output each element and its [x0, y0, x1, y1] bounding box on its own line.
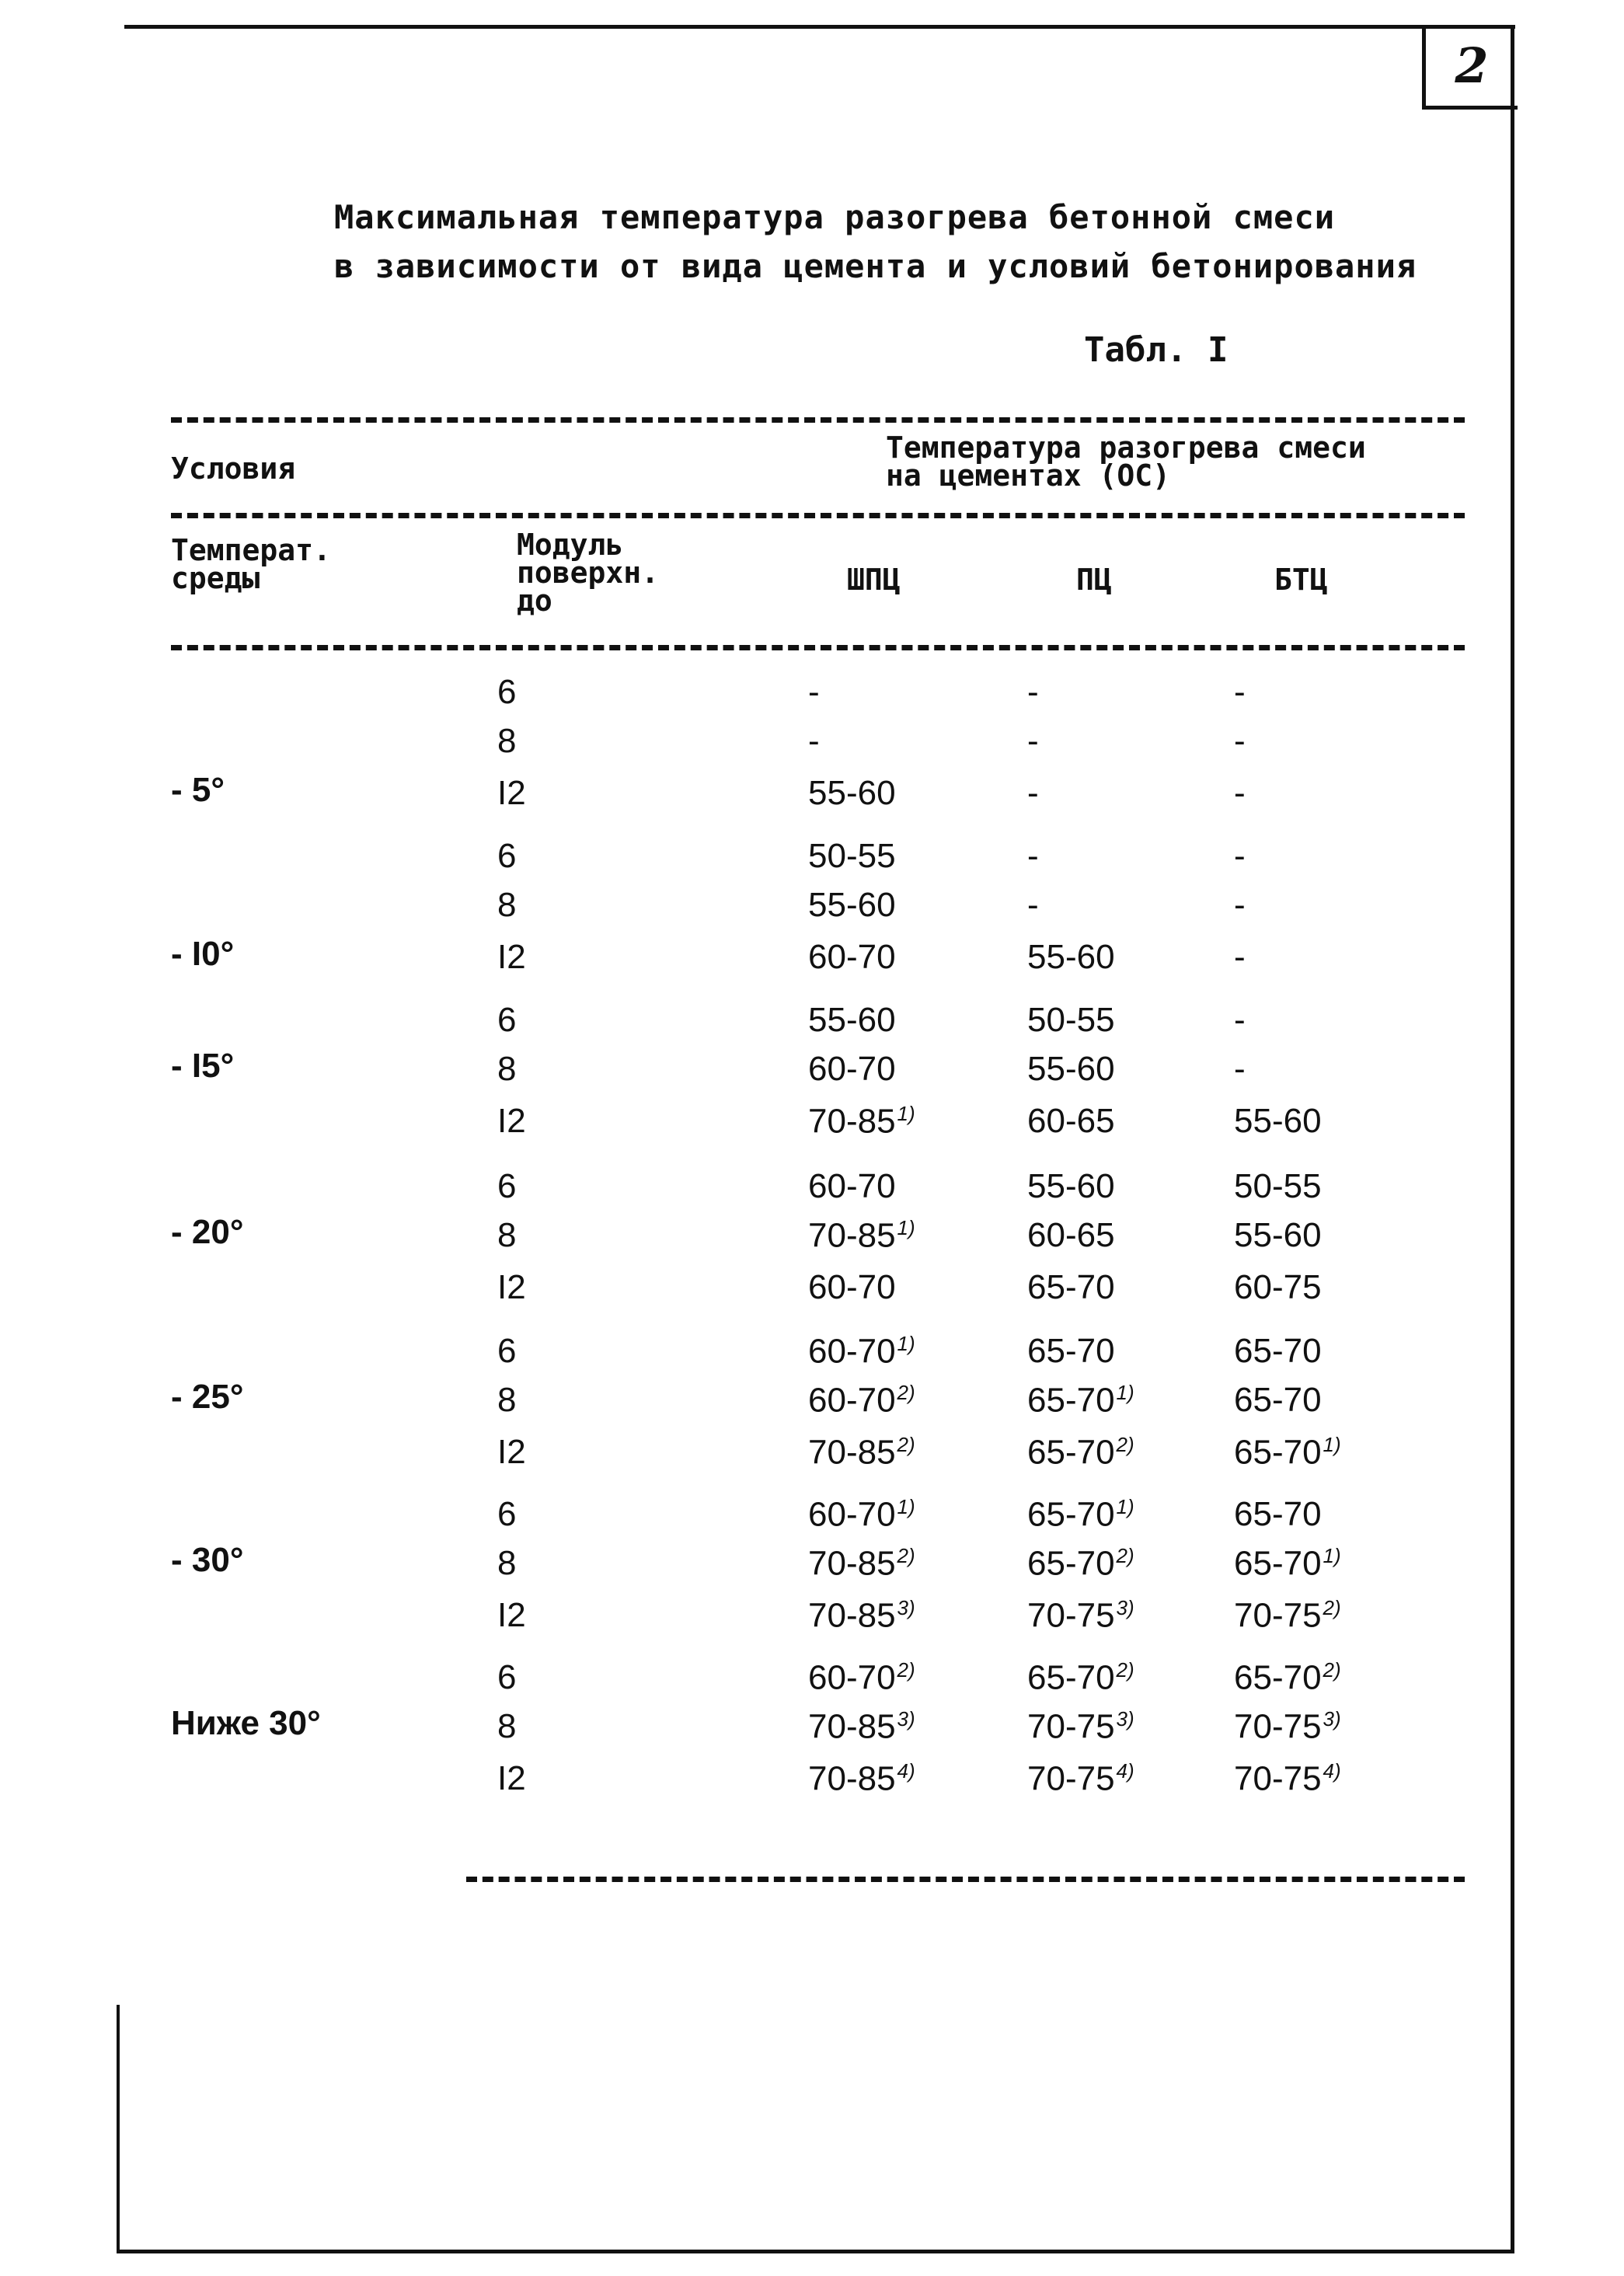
- temp-cell-btc: [1234, 1381, 1322, 1420]
- temp-value: -: [1234, 938, 1246, 976]
- temp-value: 60-70: [808, 1268, 896, 1306]
- temp-cell-btc: [1234, 774, 1246, 813]
- temp-cell-btc: [1234, 1759, 1341, 1799]
- footnote-marker: 2): [1116, 1433, 1134, 1456]
- header-env-temp-line-2: среды: [171, 561, 260, 595]
- temp-cell-pc: [1027, 673, 1039, 712]
- temp-cell-pc: [1027, 1495, 1134, 1535]
- temp-cell-pc: [1027, 1433, 1134, 1473]
- temp-value: 50-55: [808, 837, 896, 875]
- modulus-cell: 8: [497, 1216, 517, 1254]
- header-bottom-rule: [171, 645, 1465, 650]
- temp-cell-shpc: [808, 774, 896, 813]
- temp-value: -: [1234, 886, 1246, 924]
- temp-value: -: [1027, 886, 1039, 924]
- temp-value: -: [1027, 673, 1039, 711]
- footnote-marker: 1): [897, 1102, 915, 1125]
- temp-value: 55-60: [1027, 1050, 1115, 1088]
- modulus-cell: 6: [497, 1658, 517, 1696]
- temp-cell-btc: [1234, 1001, 1246, 1040]
- temp-value: 70-75: [1027, 1596, 1115, 1635]
- temp-cell-btc: [1234, 1658, 1341, 1698]
- temp-value: 65-70: [1234, 1381, 1322, 1419]
- footnote-marker: 1): [1323, 1544, 1341, 1567]
- temp-cell-shpc: [808, 1167, 896, 1206]
- temp-cell-btc: [1234, 1707, 1341, 1747]
- temp-cell-btc: [1234, 837, 1246, 876]
- temp-cell-shpc: [808, 886, 896, 925]
- temp-value: -: [1027, 837, 1039, 875]
- frame-bottom-line: [117, 2250, 1514, 2253]
- temp-cell-shpc: [808, 1216, 915, 1256]
- temp-cell-shpc: [808, 1433, 915, 1473]
- temp-cell-btc: [1234, 722, 1246, 761]
- temp-cell-btc: [1234, 1332, 1322, 1371]
- footnote-marker: 2): [1323, 1658, 1341, 1682]
- temp-cell-shpc: [808, 1759, 915, 1799]
- temp-cell-btc: [1234, 1050, 1246, 1089]
- footnote-marker: 1): [1116, 1495, 1134, 1518]
- temp-cell-pc: [1027, 1658, 1134, 1698]
- table-top-rule: [171, 417, 1465, 423]
- header-mid-rule: [171, 513, 1465, 518]
- temp-value: 70-75: [1027, 1707, 1115, 1746]
- temp-cell-shpc: [808, 837, 896, 876]
- temp-cell-pc: [1027, 1759, 1134, 1799]
- footnote-marker: 3): [897, 1707, 915, 1731]
- temp-cell-shpc: [808, 1381, 915, 1420]
- header-temp-line-1: Температура разогрева смеси: [886, 430, 1366, 465]
- temp-value: -: [1027, 722, 1039, 760]
- footnote-marker: 3): [1116, 1596, 1134, 1619]
- condition-label: - I0°: [171, 935, 235, 973]
- temp-value: 65-70: [1027, 1268, 1115, 1306]
- temp-value: 65-70: [1234, 1433, 1322, 1472]
- header-col-shpc: ШПЦ: [847, 563, 901, 597]
- temp-value: 55-60: [1027, 1167, 1115, 1205]
- footnote-marker: 2): [1116, 1658, 1134, 1682]
- temp-cell-shpc: [808, 722, 820, 761]
- modulus-cell: 8: [497, 722, 517, 760]
- modulus-cell: I2: [497, 1268, 526, 1306]
- temp-value: 50-55: [1234, 1167, 1322, 1205]
- modulus-cell: I2: [497, 1759, 526, 1797]
- header-modulus-line-3: до: [517, 584, 552, 618]
- temp-value: 55-60: [808, 1001, 896, 1039]
- temp-value: -: [1234, 673, 1246, 711]
- frame-left-line: [117, 2005, 120, 2253]
- modulus-cell: I2: [497, 1433, 526, 1471]
- temp-value: 55-60: [1234, 1216, 1322, 1254]
- modulus-cell: I2: [497, 938, 526, 976]
- footnote-marker: 3): [1116, 1707, 1134, 1731]
- condition-label: - 20°: [171, 1213, 244, 1251]
- temp-cell-pc: [1027, 1381, 1134, 1420]
- temp-cell-btc: [1234, 1167, 1322, 1206]
- header-modulus-line-1: Модуль: [517, 528, 624, 562]
- title-line-1: Максимальная температура разогрева бетонной смеси: [334, 198, 1336, 236]
- footnote-marker: 1): [1323, 1433, 1341, 1456]
- temp-value: 60-70: [808, 938, 896, 976]
- temp-cell-btc: [1234, 1268, 1322, 1307]
- temp-value: 60-70: [808, 1381, 896, 1420]
- temp-cell-shpc: [808, 1050, 896, 1089]
- temp-cell-shpc: [808, 673, 820, 712]
- temp-cell-pc: [1027, 774, 1039, 813]
- frame-right-line: [1511, 25, 1514, 2253]
- modulus-cell: 8: [497, 886, 517, 924]
- footnote-marker: 2): [1116, 1544, 1134, 1567]
- modulus-cell: 8: [497, 1381, 517, 1419]
- footnote-marker: 3): [897, 1596, 915, 1619]
- temp-cell-btc: [1234, 673, 1246, 712]
- temp-value: 70-85: [808, 1433, 896, 1472]
- temp-value: 55-60: [808, 774, 896, 812]
- temp-value: 65-70: [1027, 1381, 1115, 1420]
- temp-cell-pc: [1027, 1216, 1115, 1255]
- temp-cell-pc: [1027, 1050, 1115, 1089]
- temp-value: 65-70: [1234, 1658, 1322, 1697]
- temp-value: 60-65: [1027, 1102, 1115, 1140]
- temp-cell-pc: [1027, 886, 1039, 925]
- temp-value: -: [808, 722, 820, 760]
- temp-cell-pc: [1027, 1268, 1115, 1307]
- temp-cell-shpc: [808, 1707, 915, 1747]
- temp-value: 50-55: [1027, 1001, 1115, 1039]
- footnote-marker: 1): [897, 1495, 915, 1518]
- header-temp-line-2: на цементах (ОС): [886, 458, 1171, 493]
- temp-cell-pc: [1027, 1167, 1115, 1206]
- temp-cell-btc: [1234, 1102, 1322, 1141]
- temp-value: 65-70: [1027, 1544, 1115, 1583]
- temp-cell-pc: [1027, 1544, 1134, 1584]
- temp-cell-shpc: [808, 1001, 896, 1040]
- temp-cell-pc: [1027, 1707, 1134, 1747]
- temp-cell-pc: [1027, 1596, 1134, 1636]
- temp-cell-btc: [1234, 886, 1246, 925]
- modulus-cell: I2: [497, 1102, 526, 1140]
- temp-value: 55-60: [1027, 938, 1115, 976]
- temp-cell-pc: [1027, 938, 1115, 977]
- temp-value: 65-70: [1027, 1332, 1115, 1370]
- temp-value: -: [1027, 774, 1039, 812]
- footnote-marker: 2): [897, 1433, 915, 1456]
- modulus-cell: 8: [497, 1050, 517, 1088]
- temp-value: -: [808, 673, 820, 711]
- temp-cell-pc: [1027, 722, 1039, 761]
- table-end-rule: [466, 1877, 1465, 1882]
- temp-cell-shpc: [808, 1268, 896, 1307]
- temp-cell-pc: [1027, 837, 1039, 876]
- temp-cell-pc: [1027, 1001, 1115, 1040]
- footnote-marker: 1): [897, 1216, 915, 1239]
- temp-value: 70-85: [808, 1759, 896, 1798]
- temp-value: 70-85: [808, 1707, 896, 1746]
- temp-value: 70-85: [808, 1596, 896, 1635]
- footnote-marker: 4): [1116, 1759, 1134, 1783]
- temp-value: -: [1234, 774, 1246, 812]
- temp-value: 65-70: [1234, 1495, 1322, 1533]
- temp-cell-shpc: [808, 1596, 915, 1636]
- temp-value: 60-75: [1234, 1268, 1322, 1306]
- temp-value: 70-85: [808, 1216, 896, 1255]
- temp-cell-btc: [1234, 1216, 1322, 1255]
- modulus-cell: 6: [497, 837, 517, 875]
- temp-value: 65-70: [1234, 1544, 1322, 1583]
- temp-cell-btc: [1234, 1433, 1341, 1473]
- temp-value: 65-70: [1027, 1495, 1115, 1534]
- condition-label: - 30°: [171, 1541, 244, 1579]
- temp-value: -: [1234, 1001, 1246, 1039]
- modulus-cell: I2: [497, 1596, 526, 1634]
- header-col-pc: ПЦ: [1076, 563, 1112, 597]
- temp-value: 60-65: [1027, 1216, 1115, 1254]
- temp-cell-shpc: [808, 938, 896, 977]
- temp-value: 70-85: [808, 1544, 896, 1583]
- temp-cell-btc: [1234, 1544, 1341, 1584]
- temp-cell-shpc: [808, 1495, 915, 1535]
- modulus-cell: 6: [497, 1001, 517, 1039]
- temp-value: 70-75: [1027, 1759, 1115, 1798]
- temp-cell-shpc: [808, 1544, 915, 1584]
- temp-value: -: [1234, 837, 1246, 875]
- condition-label: - 5°: [171, 771, 225, 809]
- temp-value: 60-70: [808, 1332, 896, 1371]
- temp-value: 55-60: [808, 886, 896, 924]
- temp-cell-btc: [1234, 1596, 1341, 1636]
- temp-value: -: [1234, 722, 1246, 760]
- temp-value: 60-70: [808, 1495, 896, 1534]
- modulus-cell: 6: [497, 1495, 517, 1533]
- header-modulus-line-2: поверхн.: [517, 556, 660, 590]
- condition-label: - I5°: [171, 1047, 235, 1085]
- modulus-cell: 6: [497, 673, 517, 711]
- temp-value: 65-70: [1027, 1658, 1115, 1697]
- footnote-marker: 3): [1323, 1707, 1341, 1731]
- footnote-marker: 2): [897, 1381, 915, 1404]
- temp-cell-shpc: [808, 1332, 915, 1372]
- temp-value: 65-70: [1027, 1433, 1115, 1472]
- temp-value: 70-75: [1234, 1707, 1322, 1746]
- modulus-cell: 8: [497, 1707, 517, 1745]
- temp-value: -: [1234, 1050, 1246, 1088]
- temp-value: 65-70: [1234, 1332, 1322, 1370]
- temp-value: 60-70: [808, 1050, 896, 1088]
- modulus-cell: I2: [497, 774, 526, 812]
- modulus-cell: 8: [497, 1544, 517, 1582]
- condition-label: - 25°: [171, 1378, 244, 1416]
- footnote-marker: 4): [897, 1759, 915, 1783]
- temp-cell-btc: [1234, 1495, 1322, 1534]
- temp-cell-btc: [1234, 938, 1246, 977]
- footnote-marker: 2): [897, 1658, 915, 1682]
- footnote-marker: 1): [897, 1332, 915, 1355]
- footnote-marker: 2): [897, 1544, 915, 1567]
- modulus-cell: 6: [497, 1167, 517, 1205]
- temp-cell-shpc: [808, 1658, 915, 1698]
- modulus-cell: 6: [497, 1332, 517, 1370]
- page-number: 2: [1422, 25, 1518, 110]
- temp-value: 70-75: [1234, 1596, 1322, 1635]
- temp-cell-pc: [1027, 1332, 1115, 1371]
- footnote-marker: 2): [1323, 1596, 1341, 1619]
- frame-top-line: [124, 25, 1515, 29]
- temp-value: 60-70: [808, 1658, 896, 1697]
- temp-value: 70-75: [1234, 1759, 1322, 1798]
- header-conditions: Условия: [171, 451, 296, 486]
- table-label: Табл. I: [1084, 330, 1228, 370]
- title-line-2: в зависимости от вида цемента и условий бетонирования: [334, 247, 1417, 285]
- header-env-temp-line-1: Температ.: [171, 533, 331, 567]
- temp-cell-pc: [1027, 1102, 1115, 1141]
- temp-value: 60-70: [808, 1167, 896, 1205]
- temp-value: 55-60: [1234, 1102, 1322, 1140]
- header-col-btc: БТЦ: [1274, 563, 1328, 597]
- temp-cell-shpc: [808, 1102, 915, 1141]
- temp-value: 70-85: [808, 1102, 896, 1141]
- footnote-marker: 4): [1323, 1759, 1341, 1783]
- footnote-marker: 1): [1116, 1381, 1134, 1404]
- condition-label: Ниже 30°: [171, 1704, 321, 1742]
